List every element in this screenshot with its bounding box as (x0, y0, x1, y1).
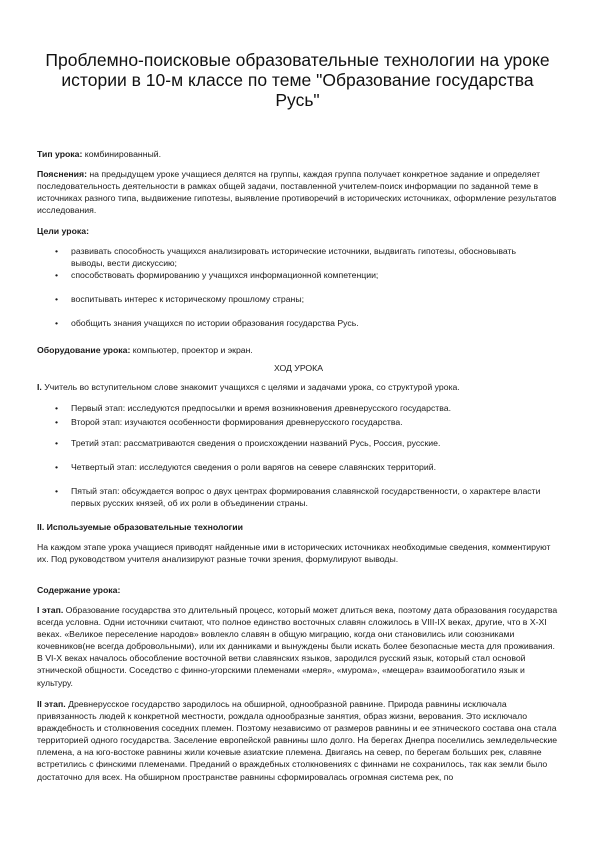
bullet-icon: • (55, 318, 59, 328)
bullet-icon: • (55, 417, 59, 427)
equipment-label: Оборудование урока: (37, 345, 131, 355)
bullet-icon: • (55, 294, 59, 304)
stage-item: Первый этап: исследуются предпосылки и время возникновения древнерусского государства. (71, 403, 452, 413)
explanation-label: Пояснения: (37, 169, 87, 179)
equipment (37, 344, 560, 356)
stage-item: Второй этап: изучаются особенности формирования древнерусского государства. (71, 417, 403, 427)
section-2-text: На каждом этапе урока учащиеся приводят найденные ими в исторических источниках необходимые сведения, комментируют их. Под руководством учителя анализируют разные точки зрения, формулируют выводы. (37, 542, 551, 565)
lesson-type-text: комбинированный. (82, 149, 162, 159)
content-heading: Содержание урока: (37, 585, 121, 595)
bullet-icon: • (55, 403, 59, 413)
explanation-text: на предыдущем уроке учащиеся делятся на группы, каждая группа получает конкретное задание и определяет последовательность деятельности в рамках общей задачи, поставленной учителем-поиск информации по заданной теме в источниках разного типа, выдвижение гипотезы, выявление противоречий в исторических источниках, оформление результатов исследования. (37, 169, 557, 216)
goals-heading: Цели урока: (37, 226, 89, 236)
goal-item: развивать способность учащихся анализировать исторические источники, выдвигать гипотезы, обосновывать выводы, вести дискуссию; (71, 246, 517, 269)
document-title: Проблемно-поисковые образовательные технологии на уроке истории в 10-м классе по теме "Образование государства Русь" (45, 50, 550, 110)
section-1-label: I. (37, 382, 42, 392)
stage-1-label: I этап. (37, 605, 64, 615)
bullet-icon: • (55, 438, 59, 448)
bullet-icon: • (55, 486, 59, 496)
explanation-paragraph (37, 168, 560, 216)
section-1-intro (37, 381, 560, 393)
lesson-type-label: Тип урока: (37, 149, 83, 159)
stage-1-paragraph (37, 604, 560, 689)
goal-item: способствовать формированию у учащихся информационной компетенции; (71, 270, 379, 280)
bullet-icon: • (55, 270, 59, 280)
stage-1-text: Образование государства это длительный процесс, который может длиться века, поэтому дата образования государства всегда условна. Одни источники считают, что полное единство восточных славян сложилось в VIII-IX веках, другие, что в X-XI веках. «Великое переселение народов» вовлекло славян в общую миграцию, когда они становились или союзниками кочевников(не всегда добровольными), или их данниками и вынуждены были искать более безопасные места для проживания. В VI-X веках началось обособление восточной ветви славянских языков, зародился русский язык, который стал основой этнической общности. Соседство с финно-угорскими племенами «меря», «мурома», «мещера» взаимообогатило язык и культуру. (37, 605, 558, 688)
bullet-icon: • (55, 246, 59, 256)
stage-item: Пятый этап: обсуждается вопрос о двух центрах формирования славянской государственности, о характере власти первых русских князей, об их роли в объединении страны. (71, 486, 541, 509)
section-2-heading: II. Используемые образовательные технологии (37, 522, 243, 532)
goal-item: воспитывать интерес к историческому прошлому страны; (71, 294, 305, 304)
stage-item: Четвертый этап: исследуются сведения о роли варягов на севере славянских территорий. (71, 462, 437, 472)
bullet-icon: • (55, 462, 59, 472)
stage-2-paragraph (37, 698, 560, 783)
lesson-type (37, 148, 560, 160)
equipment-text: компьютер, проектор и экран. (130, 345, 253, 355)
stage-item: Третий этап: рассматриваются сведения о происхождении названий Русь, Россия, русские. (71, 438, 441, 448)
lesson-course-heading: ХОД УРОКА (273, 363, 324, 373)
stage-2-text: Древнерусское государство зародилось на обширной, однообразной равнине. Природа равнины исключала привязанность людей к конкретной местности, рождала однообразные занятия, образ жизни, верования. Это исключало враждебность и столкновения соседних племен. Поэтому независимо от размеров равнины и ее этнического состава она стала территорией одного государства. Заселение европейской равнины шло долго. На берегах Днепра поселились земледельческие племена, а на юго-востоке равнины жили кочевые азиатские племена. Двигаясь на север, по берегам больших рек, славяне встретились с финскими племенами. Преданий о враждебных столкновениях с финнами не сохранилось, так как земли было достаточно для всех. На обширном пространстве равнины сформировалась огромная система рек, по (37, 699, 558, 782)
section-1-text: Учитель во вступительном слове знакомит учащихся с целями и задачами урока, со структурой урока. (41, 382, 460, 392)
goal-item: обобщить знания учащихся по истории образования государства Русь. (71, 318, 359, 328)
stage-2-label: II этап. (37, 699, 66, 709)
